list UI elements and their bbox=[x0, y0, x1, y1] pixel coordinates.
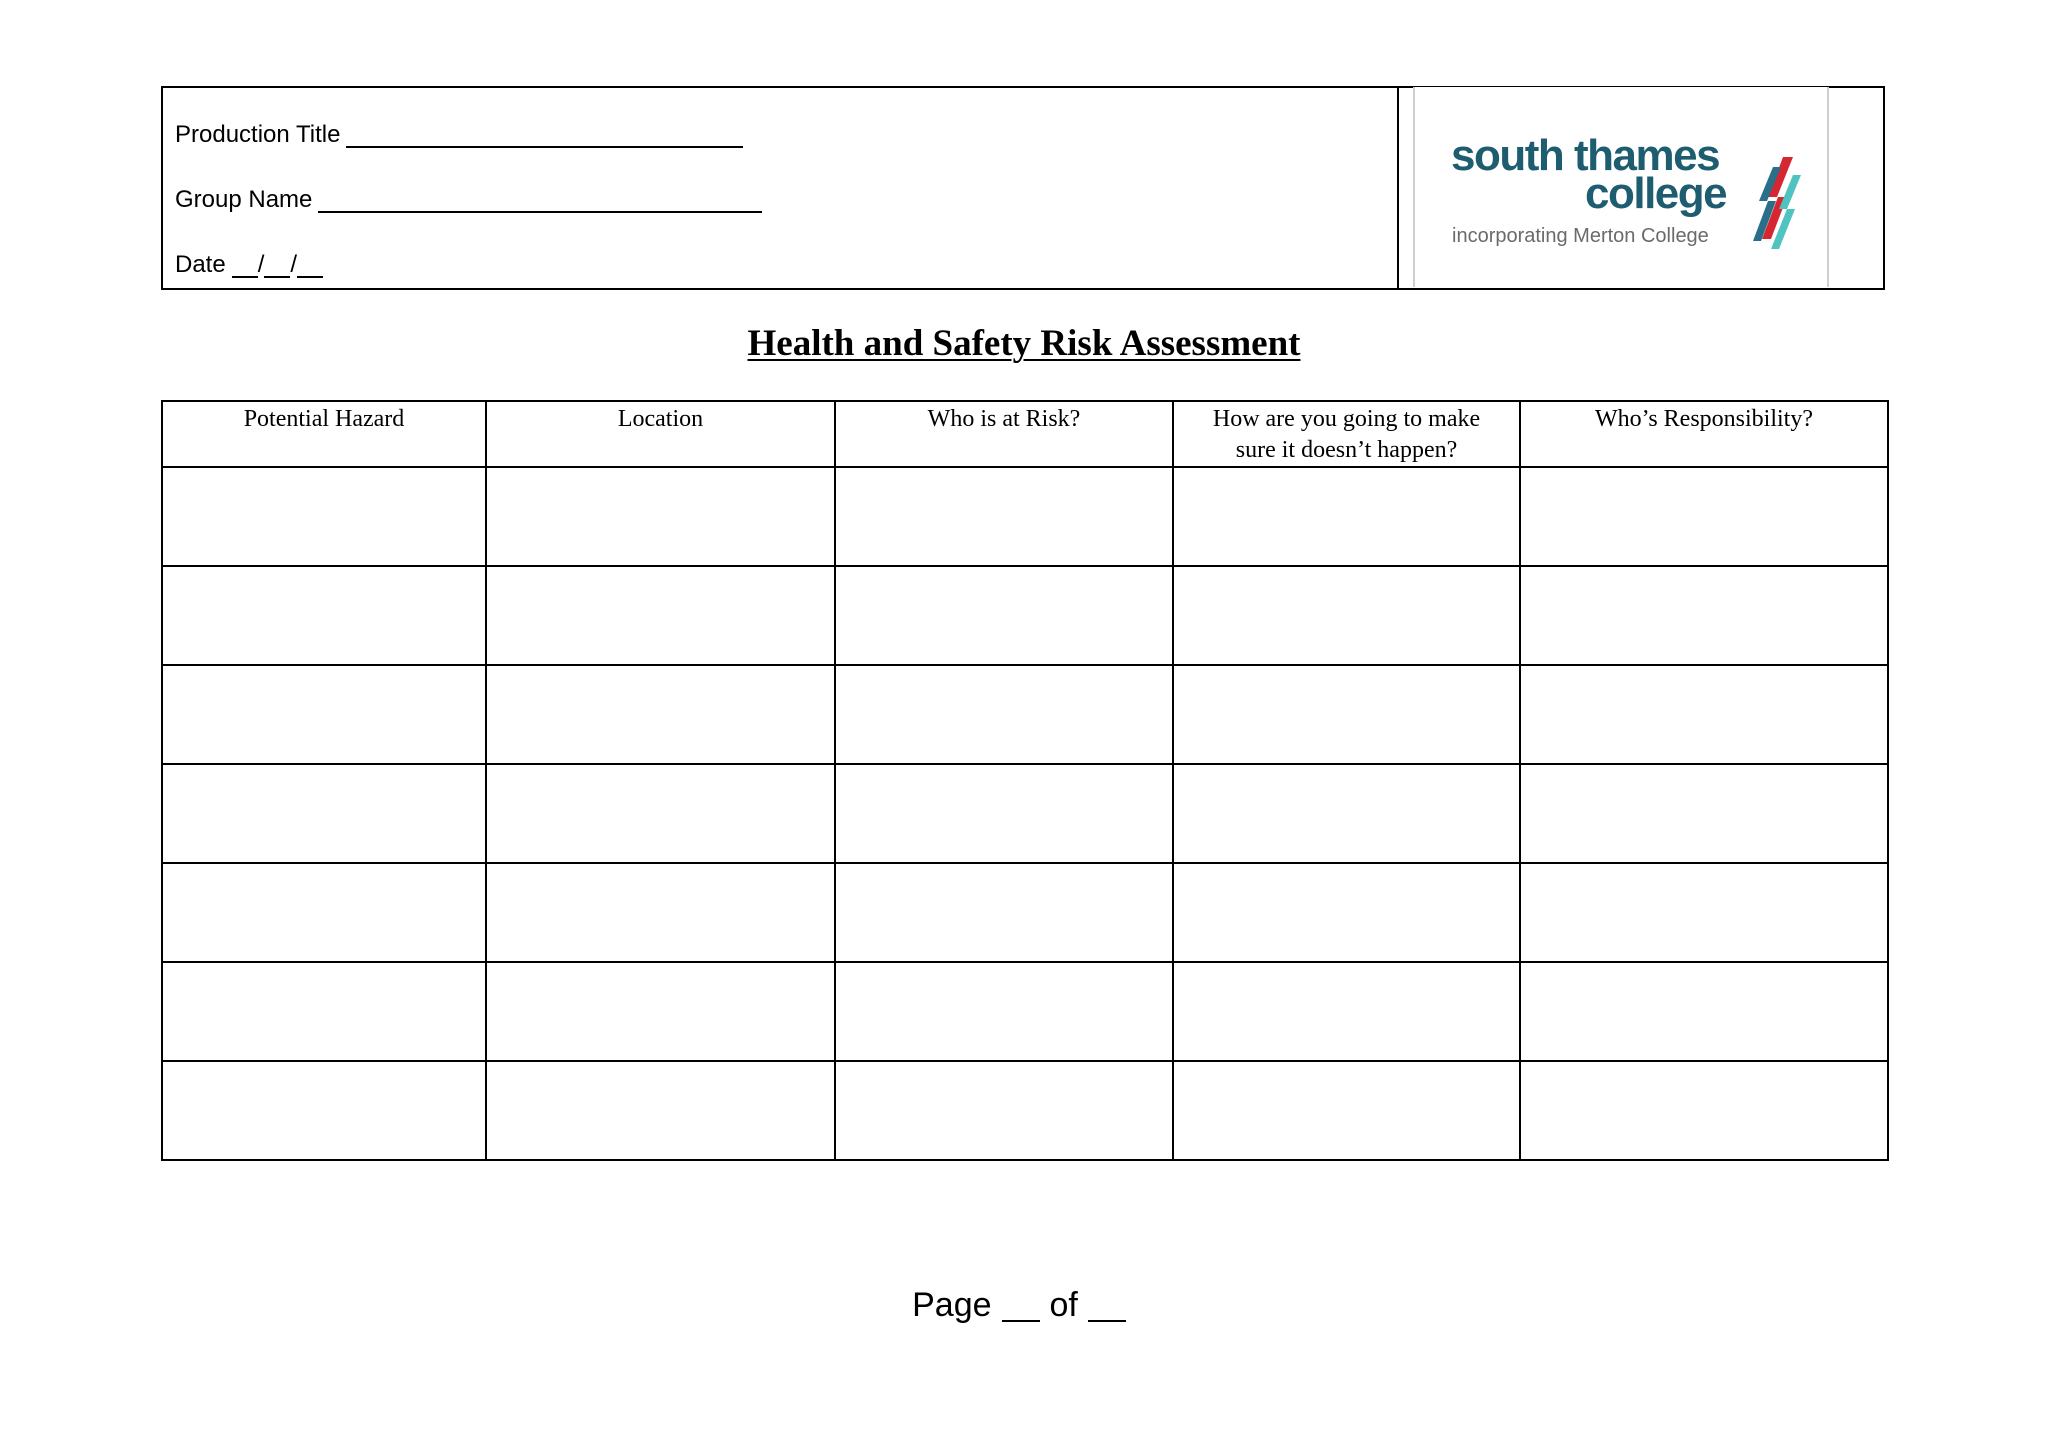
table-cell[interactable] bbox=[835, 665, 1173, 764]
table-cell[interactable] bbox=[1520, 863, 1888, 962]
date-field[interactable] bbox=[175, 250, 323, 279]
production-title-label: Production Title bbox=[175, 121, 341, 148]
table-cell[interactable] bbox=[1173, 1061, 1520, 1160]
column-header-potential-hazard: Potential Hazard bbox=[162, 401, 486, 467]
of-label: of bbox=[1049, 1286, 1078, 1324]
table-cell[interactable] bbox=[1173, 566, 1520, 665]
group-name-blank[interactable] bbox=[318, 185, 762, 213]
table-cell[interactable] bbox=[162, 566, 486, 665]
group-name-field[interactable] bbox=[175, 185, 762, 214]
page-number-footer bbox=[0, 1286, 2048, 1325]
date-month-blank[interactable] bbox=[264, 250, 290, 278]
table-cell[interactable] bbox=[162, 764, 486, 863]
table-row bbox=[162, 863, 1888, 962]
logo-text-college: college bbox=[1585, 169, 1727, 218]
table-cell[interactable] bbox=[1173, 665, 1520, 764]
table-cell[interactable] bbox=[835, 764, 1173, 863]
production-title-field[interactable] bbox=[175, 120, 743, 149]
table-cell[interactable] bbox=[162, 467, 486, 566]
logo-subtitle: incorporating Merton College bbox=[1452, 225, 1709, 247]
page-label: Page bbox=[912, 1286, 992, 1324]
table-cell[interactable] bbox=[835, 566, 1173, 665]
table-cell[interactable] bbox=[1520, 665, 1888, 764]
date-day-blank[interactable] bbox=[232, 250, 258, 278]
table-cell[interactable] bbox=[1173, 863, 1520, 962]
page-number-blank[interactable] bbox=[1002, 1286, 1040, 1322]
table-cell[interactable] bbox=[486, 764, 835, 863]
table-cell[interactable] bbox=[162, 863, 486, 962]
table-cell[interactable] bbox=[162, 962, 486, 1061]
table-cell[interactable] bbox=[486, 962, 835, 1061]
total-pages-blank[interactable] bbox=[1088, 1286, 1126, 1322]
table-row bbox=[162, 665, 1888, 764]
table-cell[interactable] bbox=[1520, 764, 1888, 863]
table-row bbox=[162, 467, 1888, 566]
table-header-row bbox=[162, 401, 1888, 467]
column-header-location: Location bbox=[486, 401, 835, 467]
date-separator: / bbox=[290, 251, 298, 278]
date-label: Date bbox=[175, 251, 226, 278]
table-body bbox=[162, 467, 1888, 1160]
document-title: Health and Safety Risk Assessment bbox=[747, 323, 1301, 364]
logo-text-south-thames: south thames bbox=[1451, 131, 1720, 180]
table-cell[interactable] bbox=[162, 1061, 486, 1160]
table-cell[interactable] bbox=[835, 1061, 1173, 1160]
risk-assessment-table bbox=[161, 400, 1889, 1161]
column-header-prevention: How are you going to make sure it doesn’t happen? bbox=[1173, 401, 1520, 467]
table-cell[interactable] bbox=[486, 1061, 835, 1160]
college-logo bbox=[1413, 87, 1829, 287]
table-cell[interactable] bbox=[1173, 962, 1520, 1061]
table-row bbox=[162, 962, 1888, 1061]
table-cell[interactable] bbox=[1520, 962, 1888, 1061]
table-row bbox=[162, 1061, 1888, 1160]
table-cell[interactable] bbox=[486, 863, 835, 962]
group-name-label: Group Name bbox=[175, 186, 313, 213]
table-cell[interactable] bbox=[835, 467, 1173, 566]
production-title-blank[interactable] bbox=[346, 120, 743, 148]
table-cell[interactable] bbox=[1520, 1061, 1888, 1160]
table-cell[interactable] bbox=[162, 665, 486, 764]
date-year-blank[interactable] bbox=[297, 250, 323, 278]
table-cell[interactable] bbox=[1173, 467, 1520, 566]
table-cell[interactable] bbox=[835, 863, 1173, 962]
column-header-who-is-at-risk: Who is at Risk? bbox=[835, 401, 1173, 467]
table-cell[interactable] bbox=[1520, 467, 1888, 566]
table-cell[interactable] bbox=[835, 962, 1173, 1061]
table-cell[interactable] bbox=[486, 467, 835, 566]
table-cell[interactable] bbox=[1520, 566, 1888, 665]
table-cell[interactable] bbox=[486, 566, 835, 665]
column-header-responsibility: Who’s Responsibility? bbox=[1520, 401, 1888, 467]
table-cell[interactable] bbox=[486, 665, 835, 764]
date-separator: / bbox=[257, 251, 265, 278]
table-cell[interactable] bbox=[1173, 764, 1520, 863]
table-row bbox=[162, 764, 1888, 863]
logo-stripes-icon bbox=[1731, 153, 1805, 253]
table-row bbox=[162, 566, 1888, 665]
